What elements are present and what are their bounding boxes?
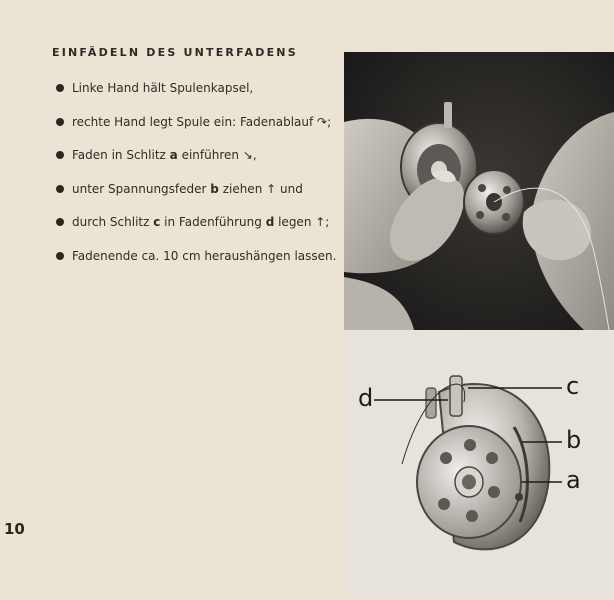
step-text: unter Spannungsfeder <box>72 181 211 196</box>
bobbin-case-illustration <box>344 332 614 598</box>
label-a: a <box>566 466 581 494</box>
label-c: c <box>566 372 580 400</box>
step-key: c <box>153 215 161 229</box>
label-b: b <box>566 426 582 454</box>
step-text: Linke Hand hält Spulenkapsel, <box>72 81 254 95</box>
bullet-icon <box>56 252 64 260</box>
step-key: a <box>169 148 178 162</box>
step-key: b <box>210 181 219 196</box>
section-heading: EINFÄDELN DES UNTERFADENS <box>52 46 298 59</box>
instruction-list <box>56 78 346 279</box>
instruction-step-3 <box>56 145 346 179</box>
instruction-step-1 <box>56 78 346 112</box>
instruction-step-6 <box>56 246 346 280</box>
bullet-icon <box>56 185 64 193</box>
page-number: 10 <box>4 520 25 538</box>
instruction-step-2 <box>56 112 346 146</box>
photo-graphic <box>344 52 614 330</box>
step-text: Fadenende ca. 10 cm heraushängen lassen. <box>72 248 337 263</box>
bullet-icon <box>56 118 64 126</box>
bullet-icon <box>56 151 64 159</box>
bullet-icon <box>56 218 64 226</box>
step-text-end: legen ↑; <box>274 215 330 229</box>
step-text-end: ziehen ↑ und <box>218 181 303 196</box>
step-key-2: d <box>265 215 275 229</box>
step-text: Faden in Schlitz <box>72 148 170 162</box>
step-text: durch Schlitz <box>72 215 154 229</box>
label-d: d <box>358 384 374 412</box>
instruction-step-5 <box>56 212 346 246</box>
instruction-step-4 <box>56 179 346 213</box>
bullet-icon <box>56 84 64 92</box>
step-text-end: einführen ↘, <box>177 148 257 162</box>
hands-bobbin-photo <box>344 52 614 330</box>
step-text: rechte Hand legt Spule ein: Fadenablauf ↷; <box>72 114 332 129</box>
step-text-mid: in Fadenführung <box>160 215 266 229</box>
